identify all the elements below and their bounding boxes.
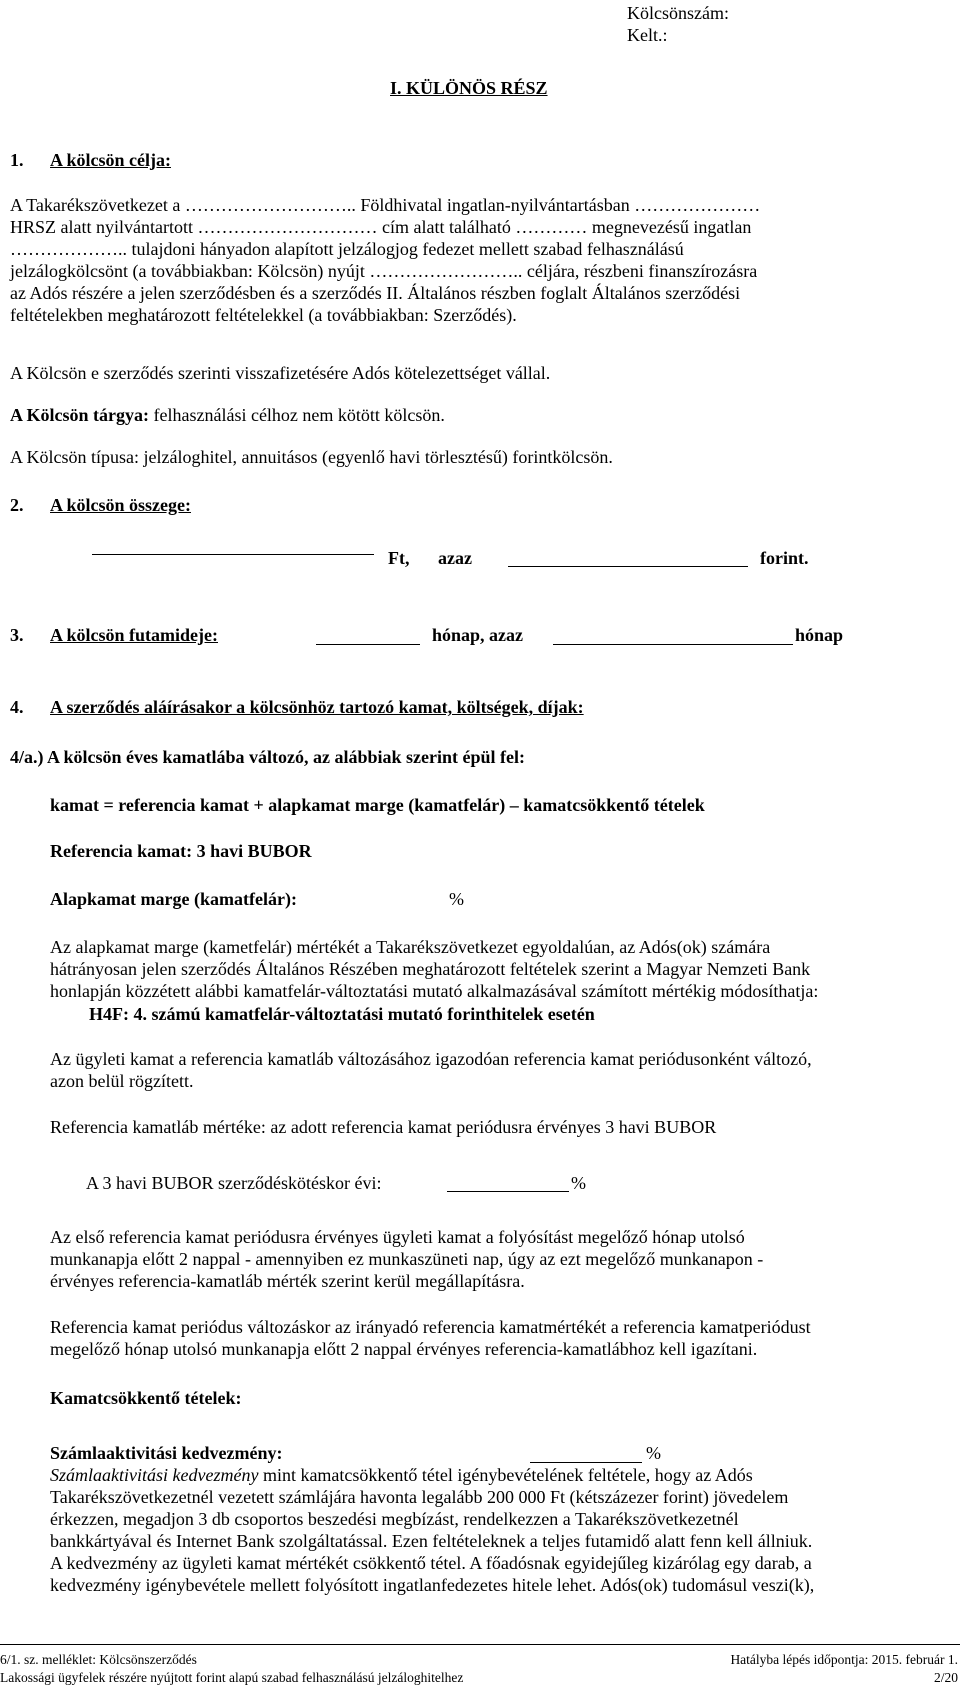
period-change-line: Referencia kamat periódus változáskor az irányadó referencia kamatmértékét a referencia kamatperiódust <box>50 1317 811 1337</box>
fixed-line: azon belül rögzített. <box>50 1071 194 1091</box>
interest-formula: kamat = referencia kamat + alapkamat marge (kamatfelár) – kamatcsökkentő tételek <box>50 795 705 815</box>
sub-section-text: A kölcsön éves kamatlába változó, az alábbiak szerint épül fel: <box>43 747 525 767</box>
discounts-heading: Kamatcsökkentő tételek: <box>50 1388 242 1408</box>
account-discount-percent: % <box>646 1443 661 1463</box>
section-3-number: 3. <box>10 625 24 645</box>
page-title: I. KÜLÖNÖS RÉSZ <box>390 78 548 98</box>
base-margin-label: Alapkamat marge (kamatfelár): <box>50 889 297 909</box>
footer-effective-date: Hatályba lépés időpontja: 2015. február 1. <box>730 1652 958 1667</box>
section-2-number: 2. <box>10 495 24 515</box>
footer-divider <box>0 1644 960 1645</box>
first-period-line: munkanapja előtt 2 nappal - amennyiben ez munkaszüneti nap, úgy az ezt megelőző munkanapon - <box>50 1249 764 1269</box>
margin-paragraph <box>50 936 955 1002</box>
purpose-line: az Adós részére a jelen szerződésben és a szerződés II. Általános részben foglalt Általános szerződési <box>10 283 741 303</box>
loan-subject <box>10 404 445 426</box>
first-period-paragraph <box>50 1226 955 1292</box>
amount-words-blank[interactable] <box>508 566 748 567</box>
account-discount-line: bankkártyával és Internet Bank szolgáltatással. Ezen feltételeknek a teljes futamidő alatt fenn kell állniuk. <box>50 1531 813 1551</box>
bubor-rate-blank[interactable] <box>447 1191 569 1192</box>
forint-label: forint. <box>760 548 809 568</box>
purpose-line: ……………….. tulajdoni hányadon alapított jelzálogjog fedezet mellett szabad felhasználású <box>10 239 684 259</box>
ft-label: Ft, <box>388 548 410 568</box>
loan-number-label: Kölcsönszám: <box>627 3 729 23</box>
reference-rate-definition: Referencia kamatláb mértéke: az adott referencia kamat periódusra érvényes 3 havi BUBOR <box>50 1117 717 1137</box>
section-1-number: 1. <box>10 150 24 170</box>
margin-line: Az alapkamat marge (kametfelár) mértékét a Takarékszövetkezet egyoldalúan, az Adós(ok) számára <box>50 937 771 957</box>
margin-line: hátrányosan jelen szerződés Általános Részében meghatározott feltételek szerint a Magyar Nemzeti Bank <box>50 959 811 979</box>
base-margin-percent: % <box>449 889 464 909</box>
date-label: Kelt.: <box>627 25 668 45</box>
bubor-percent: % <box>571 1173 586 1193</box>
period-change-paragraph <box>50 1316 955 1360</box>
account-discount-paragraph <box>50 1464 955 1596</box>
section-4-number: 4. <box>10 697 24 717</box>
fixed-rate-paragraph <box>50 1048 955 1092</box>
purpose-line: A Takarékszövetkezet a ……………………….. Földhivatal ingatlan-nyilvántartásban ………………… <box>10 195 761 215</box>
section-3-heading: A kölcsön futamideje: <box>50 625 218 645</box>
account-discount-line: kedvezmény igénybevétele mellett folyósított ingatlanfedezetes hitele lehet. Adós(ok) tudomásul veszi(k), <box>50 1575 815 1595</box>
purpose-line: HRSZ alatt nyilvántartott ………………………… cím alatt található ………… megnevezésű ingatlan <box>10 217 752 237</box>
term-words-blank[interactable] <box>553 644 793 645</box>
account-discount-label: Számlaaktivitási kedvezmény: <box>50 1443 283 1463</box>
honap-label: hónap <box>795 625 844 645</box>
loan-subject-value: felhasználási célhoz nem kötött kölcsön. <box>149 405 445 425</box>
footer-annex-label: 6/1. sz. melléklet: Kölcsönszerződés <box>0 1652 197 1667</box>
period-change-line: megelőző hónap utolsó munkanapja előtt 2 nappal érvényes referencia-kamatlábhoz kell igazítani. <box>50 1339 758 1359</box>
account-discount-blank[interactable] <box>530 1462 642 1463</box>
purpose-line: feltételekben meghatározott feltételekkel (a továbbiakban: Szerződés). <box>10 305 517 325</box>
account-discount-line <box>50 1464 955 1486</box>
footer-page-number: 2/20 <box>933 1670 958 1685</box>
interest-structure <box>10 746 525 768</box>
first-period-line: érvényes referencia-kamatláb mérték szerint kerül megállapításra. <box>50 1271 525 1291</box>
account-discount-line-text: mint kamatcsökkentő tétel igénybevételének feltétele, hogy az Adós <box>258 1465 753 1485</box>
account-discount-term: Számlaaktivitási kedvezmény <box>50 1465 259 1485</box>
bubor-at-signing: A 3 havi BUBOR szerződéskötéskor évi: <box>86 1173 382 1193</box>
account-discount-line: Takarékszövetkezetnél vezetett számlájára havonta legalább 200 000 Ft (kétszázezer forint) jövedelem <box>50 1487 789 1507</box>
first-period-line: Az első referencia kamat periódusra érvényes ügyleti kamat a folyósítást megelőző hónap utolsó <box>50 1227 745 1247</box>
account-discount-line: érkezzen, megadjon 3 db csoportos beszedési megbízást, rendelkezzen a Takarékszövetkezetnél <box>50 1509 739 1529</box>
commitment-text: A Kölcsön e szerződés szerinti visszafizetésére Adós kötelezettséget vállal. <box>10 363 551 383</box>
azaz-label: azaz <box>438 548 472 568</box>
term-months-blank[interactable] <box>316 644 420 645</box>
sub-section-label: 4/a.) <box>10 747 44 767</box>
honap-azaz-label: hónap, azaz <box>432 625 524 645</box>
section-1-heading: A kölcsön célja: <box>50 150 171 170</box>
footer-product-description: Lakossági ügyfelek részére nyújtott forint alapú szabad felhasználású jelzáloghitelhez <box>0 1670 464 1685</box>
h4f-indicator: H4F: 4. számú kamatfelár-változtatási mutató forinthitelek esetén <box>89 1004 595 1024</box>
loan-subject-label: A Kölcsön tárgya: <box>10 405 149 425</box>
reference-rate: Referencia kamat: 3 havi BUBOR <box>50 841 312 861</box>
loan-type: A Kölcsön típusa: jelzáloghitel, annuitásos (egyenlő havi törlesztésű) forintkölcsön. <box>10 447 613 467</box>
loan-purpose-paragraph <box>10 194 954 326</box>
section-2-heading: A kölcsön összege: <box>50 495 191 515</box>
purpose-line: jelzálogkölcsönt (a továbbiakban: Kölcsön) nyújt …………………….. céljára, részbeni finanszírozásra <box>10 261 758 281</box>
section-4-heading: A szerződés aláírásakor a kölcsönhöz tartozó kamat, költségek, díjak: <box>50 697 584 717</box>
account-discount-line: A kedvezmény az ügyleti kamat mértékét csökkentő tétel. A főadósnak egyidejűleg kizárólag egy darab, a <box>50 1553 812 1573</box>
amount-blank[interactable] <box>92 554 374 555</box>
margin-line: honlapján közzétett alábbi kamatfelár-változtatási mutató alkalmazásával számított mértékig módosíthatja: <box>50 981 819 1001</box>
fixed-line: Az ügyleti kamat a referencia kamatláb változásához igazodóan referencia kamat periódusonként változó, <box>50 1049 812 1069</box>
